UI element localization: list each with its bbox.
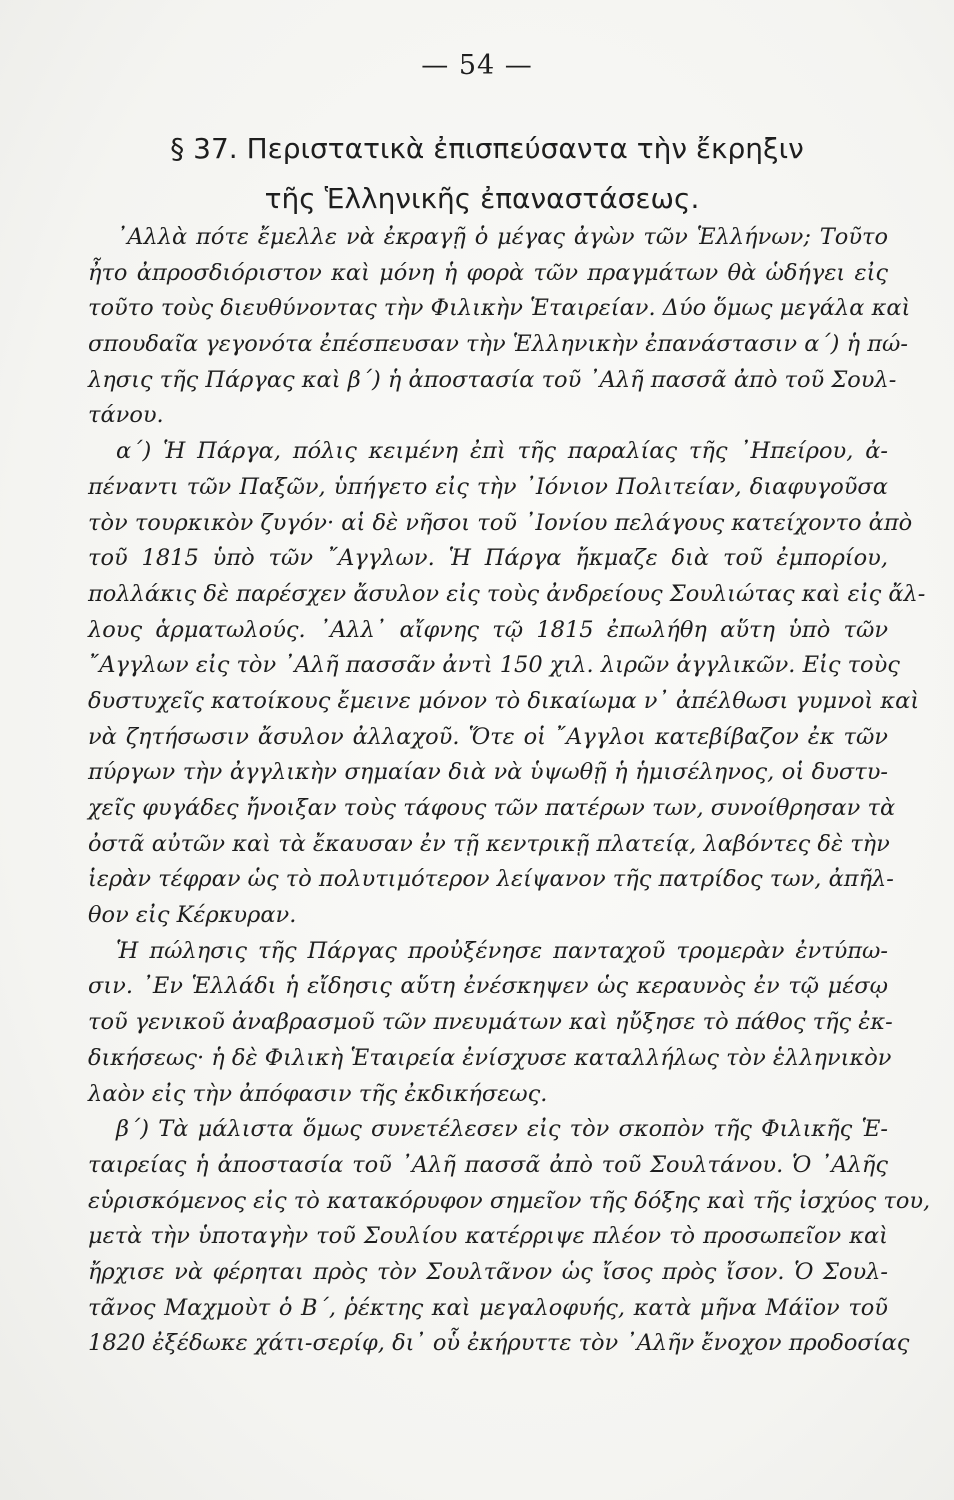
text-line: πέναντι τῶν Παξῶν, ὑπήγετο εἰς τὴν ᾿Ιόνιον Πολιτείαν, διαφυγοῦσα bbox=[88, 473, 888, 500]
text-line: λους ἁρματωλούς. ᾿Αλλ᾿ αἴφνης τῷ 1815 ἐπωλήθη αὕτη ὑπὸ τῶν bbox=[88, 616, 888, 643]
text-line: β΄) Τὰ μάλιστα ὅμως συνετέλεσεν εἰς τὸν σκοπὸν τῆς Φιλικῆς Ἑ- bbox=[116, 1116, 888, 1143]
text-line: ᾿Αλλὰ πότε ἔμελλε νὰ ἐκραγῇ ὁ μέγας ἀγὼν τῶν Ἑλλήνων; Τοῦτο bbox=[116, 224, 888, 250]
section-heading bbox=[0, 124, 954, 224]
text-line: πολλάκις δὲ παρέσχεν ἄσυλον εἰς τοὺς ἀνδρείους Σουλιώτας καὶ εἰς ἄλ- bbox=[88, 580, 926, 607]
text-line: ῎Αγγλων εἰς τὸν ᾿Αλῆ πασσᾶν ἀντὶ 150 χιλ. λιρῶν ἀγγλικῶν. Εἰς τοὺς bbox=[88, 652, 900, 679]
text-line: α΄) Ἡ Πάργα, πόλις κειμένη ἐπὶ τῆς παραλίας τῆς ᾿Ηπείρου, ἀ- bbox=[116, 438, 888, 465]
text-line: τοῦ γενικοῦ ἀναβρασμοῦ τῶν πνευμάτων καὶ ηὔξησε τὸ πάθος τῆς ἐκ- bbox=[88, 1009, 893, 1036]
text-line: σπουδαῖα γεγονότα ἐπέσπευσαν τὴν Ἑλληνικὴν ἐπανάστασιν α΄) ἡ πώ- bbox=[88, 331, 908, 358]
text-line: σιν. ᾿Εν Ἑλλάδι ἡ εἴδησις αὕτη ἐνέσκηψεν ὡς κεραυνὸς ἐν τῷ μέσῳ bbox=[88, 973, 888, 1000]
text-line: δικήσεως· ἡ δὲ Φιλικὴ Ἑταιρεία ἐνίσχυσε καταλλήλως τὸν ἑλληνικὸν bbox=[88, 1044, 892, 1071]
text-line: ταιρείας ἡ ἀποστασία τοῦ ᾿Αλῆ πασσᾶ ἀπὸ τοῦ Σουλτάνου. Ὁ ᾿Αλῆς bbox=[88, 1151, 888, 1178]
text-line: τοῦτο τοὺς διευθύνοντας τὴν Φιλικὴν Ἑταιρείαν. Δύο ὅμως μεγάλα καὶ bbox=[88, 295, 911, 322]
text-line: πύργων τὴν ἀγγλικὴν σημαίαν διὰ νὰ ὑψωθῇ ἡ ἡμισέληνος, οἱ δυστυ- bbox=[88, 759, 888, 786]
text-line: ἤρχισε νὰ φέρηται πρὸς τὸν Σουλτᾶνον ὡς ἴσος πρὸς ἴσον. Ὁ Σουλ- bbox=[88, 1258, 888, 1285]
text-line: 1820 ἐξέδωκε χάτι-σερίφ, δι᾿ οὗ ἐκήρυττε τὸν ᾿Αλῆν ἔνοχον προδοσίας bbox=[88, 1330, 910, 1357]
text-line: νὰ ζητήσωσιν ἄσυλον ἀλλαχοῦ. Ὅτε οἱ ῎Αγγλοι κατεβίβαζον ἐκ τῶν bbox=[88, 723, 888, 750]
text-line: εὑρισκόμενος εἰς τὸ κατακόρυφον σημεῖον τῆς δόξης καὶ τῆς ἰσχύος του, bbox=[88, 1187, 931, 1214]
page-number: — 54 — bbox=[421, 50, 533, 81]
text-line: τάνου. bbox=[88, 402, 164, 429]
text-line: ἱερὰν τέφραν ὡς τὸ πολυτιμότερον λείψανον τῆς πατρίδος των, ἀπῆλ- bbox=[88, 866, 894, 893]
text-line: τὸν τουρκικὸν ζυγόν· αἱ δὲ νῆσοι τοῦ ᾿Ιονίου πελάγους κατείχοντο ἀπὸ bbox=[88, 509, 913, 536]
text-line: μετὰ τὴν ὑποταγὴν τοῦ Σουλίου κατέρριψε πλέον τὸ προσωπεῖον καὶ bbox=[88, 1223, 888, 1250]
text-line: τᾶνος Μαχμοὺτ ὁ Β΄, ῥέκτης καὶ μεγαλοφυής, κατὰ μῆνα Μάϊον τοῦ bbox=[88, 1294, 888, 1321]
body-text bbox=[88, 220, 931, 1362]
text-line: λαὸν εἰς τὴν ἀπόφασιν τῆς ἐκδικήσεως. bbox=[88, 1080, 548, 1107]
section-heading-line-1: § 37. Περιστατικὰ ἐπισπεύσαντα τὴν ἔκρηξιν bbox=[170, 132, 804, 165]
text-line: λησις τῆς Πάργας καὶ β΄) ἡ ἀποστασία τοῦ ᾿Αλῆ πασσᾶ ἀπὸ τοῦ Σουλ- bbox=[88, 366, 897, 393]
section-heading-line-2: τῆς Ἑλληνικῆς ἐπαναστάσεως. bbox=[264, 182, 700, 215]
text-line: τοῦ 1815 ὑπὸ τῶν ῎Αγγλων. Ἡ Πάργα ἤκμαζε διὰ τοῦ ἐμπορίου, bbox=[88, 545, 888, 572]
text-line: θον εἰς Κέρκυραν. bbox=[88, 902, 297, 929]
text-line: δυστυχεῖς κατοίκους ἔμεινε μόνον τὸ δικαίωμα ν᾿ ἀπέλθωσι γυμνοὶ καὶ bbox=[88, 687, 920, 714]
text-line: ὀστᾶ αὐτῶν καὶ τὰ ἔκαυσαν ἐν τῇ κεντρικῇ πλατείᾳ, λαβόντες δὲ τὴν bbox=[88, 830, 890, 857]
text-line: Ἡ πώλησις τῆς Πάργας προὐξένησε πανταχοῦ τρομερὰν ἐντύπω- bbox=[116, 937, 888, 964]
text-line: χεῖς φυγάδες ἤνοιξαν τοὺς τάφους τῶν πατέρων των, συνοίθρησαν τὰ bbox=[88, 795, 896, 821]
text-line: ἦτο ἀπροσδιόριστον καὶ μόνη ἡ φορὰ τῶν πραγμάτων θὰ ὡδήγει εἰς bbox=[88, 259, 888, 286]
